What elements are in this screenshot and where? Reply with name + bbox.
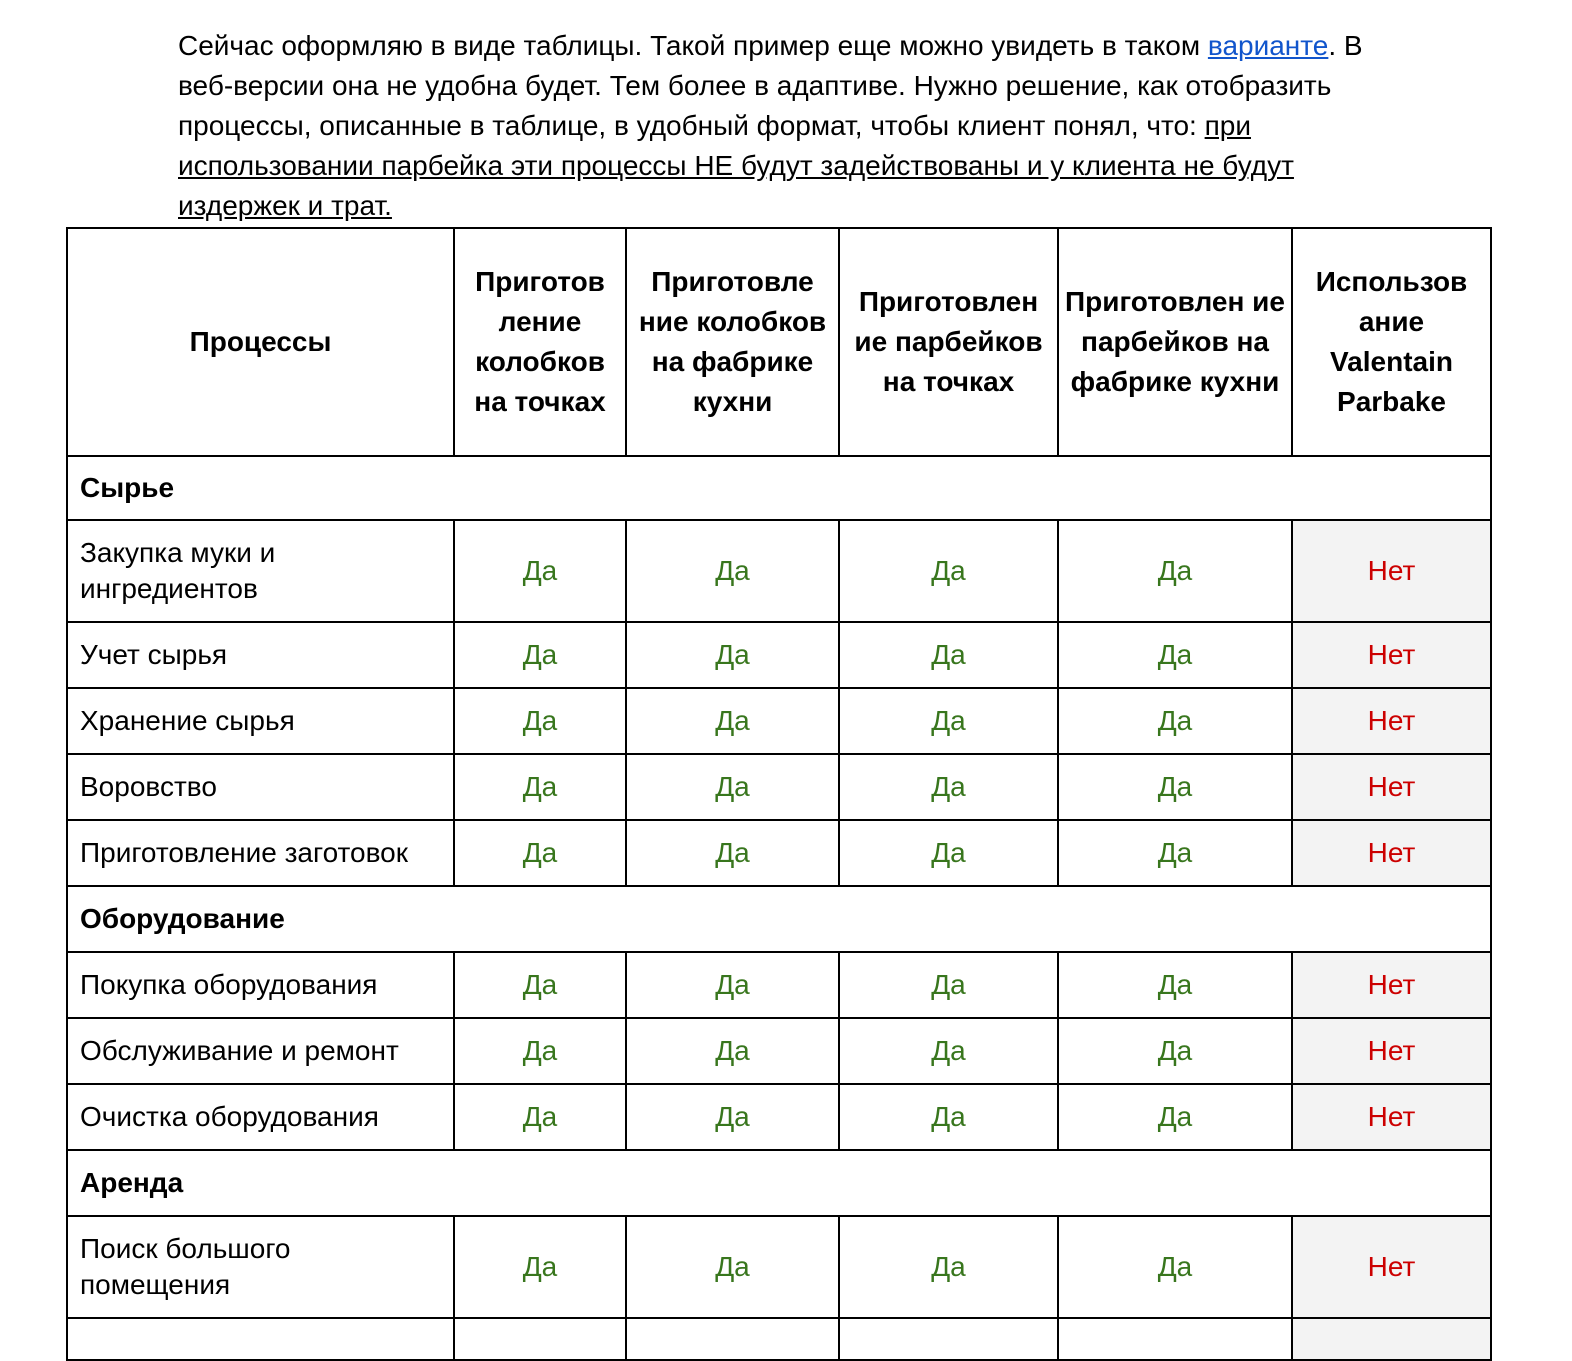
table-row	[67, 520, 1491, 622]
value-yes-cell: Да	[1058, 688, 1292, 754]
header-processes: Процессы	[67, 228, 454, 456]
section-label: Оборудование	[67, 886, 1491, 952]
value-yes-cell	[454, 1318, 626, 1360]
process-label: Закупка муки и ингредиентов	[67, 520, 454, 622]
value-yes-cell: Да	[1058, 754, 1292, 820]
value-yes-cell: Да	[839, 520, 1058, 622]
value-yes-cell: Да	[1058, 520, 1292, 622]
value-yes-cell: Да	[839, 820, 1058, 886]
value-yes-cell: Да	[626, 1018, 839, 1084]
table-row	[67, 952, 1491, 1018]
value-yes-cell: Да	[1058, 1216, 1292, 1318]
process-label: Обслуживание и ремонт	[67, 1018, 454, 1084]
value-no-cell: Нет	[1292, 1018, 1491, 1084]
header-parbake-points: Приготовлен ие парбейков на точках	[839, 228, 1058, 456]
table-row	[67, 1084, 1491, 1150]
intro-paragraph	[178, 26, 1378, 226]
process-label: Воровство	[67, 754, 454, 820]
value-yes-cell: Да	[626, 820, 839, 886]
process-label: Поиск большого помещения	[67, 1216, 454, 1318]
intro-text-1: Сейчас оформляю в виде таблицы. Такой пример еще можно увидеть в таком	[178, 30, 1208, 61]
value-yes-cell: Да	[454, 520, 626, 622]
table-row	[67, 622, 1491, 688]
process-label: Приготовление заготовок	[67, 820, 454, 886]
table-row	[67, 1018, 1491, 1084]
value-yes-cell: Да	[1058, 1018, 1292, 1084]
header-valentain-parbake: Использов ание Valentain Parbake	[1292, 228, 1491, 456]
value-yes-cell	[626, 1318, 839, 1360]
value-yes-cell: Да	[839, 754, 1058, 820]
section-label: Аренда	[67, 1150, 1491, 1216]
table-header-row	[67, 228, 1491, 456]
value-yes-cell: Да	[839, 1216, 1058, 1318]
table-section-row	[67, 1150, 1491, 1216]
process-label: Учет сырья	[67, 622, 454, 688]
header-dough-factory: Приготовле ние колобков на фабрике кухни	[626, 228, 839, 456]
value-no-cell: Нет	[1292, 820, 1491, 886]
table-row	[67, 820, 1491, 886]
header-dough-points: Приготов ление колобков на точках	[454, 228, 626, 456]
table-section-row	[67, 886, 1491, 952]
process-label	[67, 1318, 454, 1360]
table-section-row	[67, 456, 1491, 520]
value-yes-cell: Да	[839, 1084, 1058, 1150]
table-row	[67, 1216, 1491, 1318]
value-yes-cell	[839, 1318, 1058, 1360]
table-body	[67, 456, 1491, 1360]
value-yes-cell: Да	[626, 754, 839, 820]
table-row	[67, 754, 1491, 820]
value-yes-cell: Да	[454, 688, 626, 754]
processes-table	[66, 227, 1492, 1361]
value-yes-cell: Да	[1058, 1084, 1292, 1150]
section-label: Сырье	[67, 456, 1491, 520]
value-yes-cell: Да	[839, 1018, 1058, 1084]
value-yes-cell: Да	[454, 1018, 626, 1084]
value-no-cell: Нет	[1292, 520, 1491, 622]
intro-underlined-text: при использовании парбейка эти процессы НЕ будут задействованы и у клиента не будут издержек и трат.	[178, 110, 1294, 221]
table-row	[67, 1318, 1491, 1360]
value-yes-cell: Да	[454, 952, 626, 1018]
process-label: Хранение сырья	[67, 688, 454, 754]
value-yes-cell	[1058, 1318, 1292, 1360]
value-yes-cell: Да	[1058, 622, 1292, 688]
process-label: Очистка оборудования	[67, 1084, 454, 1150]
process-label: Покупка оборудования	[67, 952, 454, 1018]
value-no-cell: Нет	[1292, 1084, 1491, 1150]
value-no-cell: Нет	[1292, 754, 1491, 820]
value-yes-cell: Да	[454, 1084, 626, 1150]
value-yes-cell: Да	[839, 622, 1058, 688]
table-row	[67, 688, 1491, 754]
value-yes-cell: Да	[454, 820, 626, 886]
value-yes-cell: Да	[454, 754, 626, 820]
value-yes-cell: Да	[454, 1216, 626, 1318]
value-no-cell: Нет	[1292, 622, 1491, 688]
intro-text-2: . В веб-версии она не удобна будет. Тем более в адаптиве. Нужно решение, как отобразить процессы, описанные в таблице, в удобный формат, чтобы клиент понял, что:	[178, 30, 1363, 141]
value-yes-cell: Да	[839, 952, 1058, 1018]
value-yes-cell: Да	[626, 1216, 839, 1318]
value-yes-cell: Да	[626, 688, 839, 754]
value-yes-cell: Да	[454, 622, 626, 688]
value-no-cell: Нет	[1292, 1216, 1491, 1318]
value-no-cell	[1292, 1318, 1491, 1360]
value-yes-cell: Да	[626, 1084, 839, 1150]
header-parbake-factory: Приготовлен ие парбейков на фабрике кухни	[1058, 228, 1292, 456]
value-yes-cell: Да	[839, 688, 1058, 754]
value-no-cell: Нет	[1292, 952, 1491, 1018]
value-yes-cell: Да	[1058, 952, 1292, 1018]
value-no-cell: Нет	[1292, 688, 1491, 754]
value-yes-cell: Да	[626, 952, 839, 1018]
variant-link[interactable]: варианте	[1207, 30, 1329, 61]
value-yes-cell: Да	[1058, 820, 1292, 886]
value-yes-cell: Да	[626, 520, 839, 622]
value-yes-cell: Да	[626, 622, 839, 688]
